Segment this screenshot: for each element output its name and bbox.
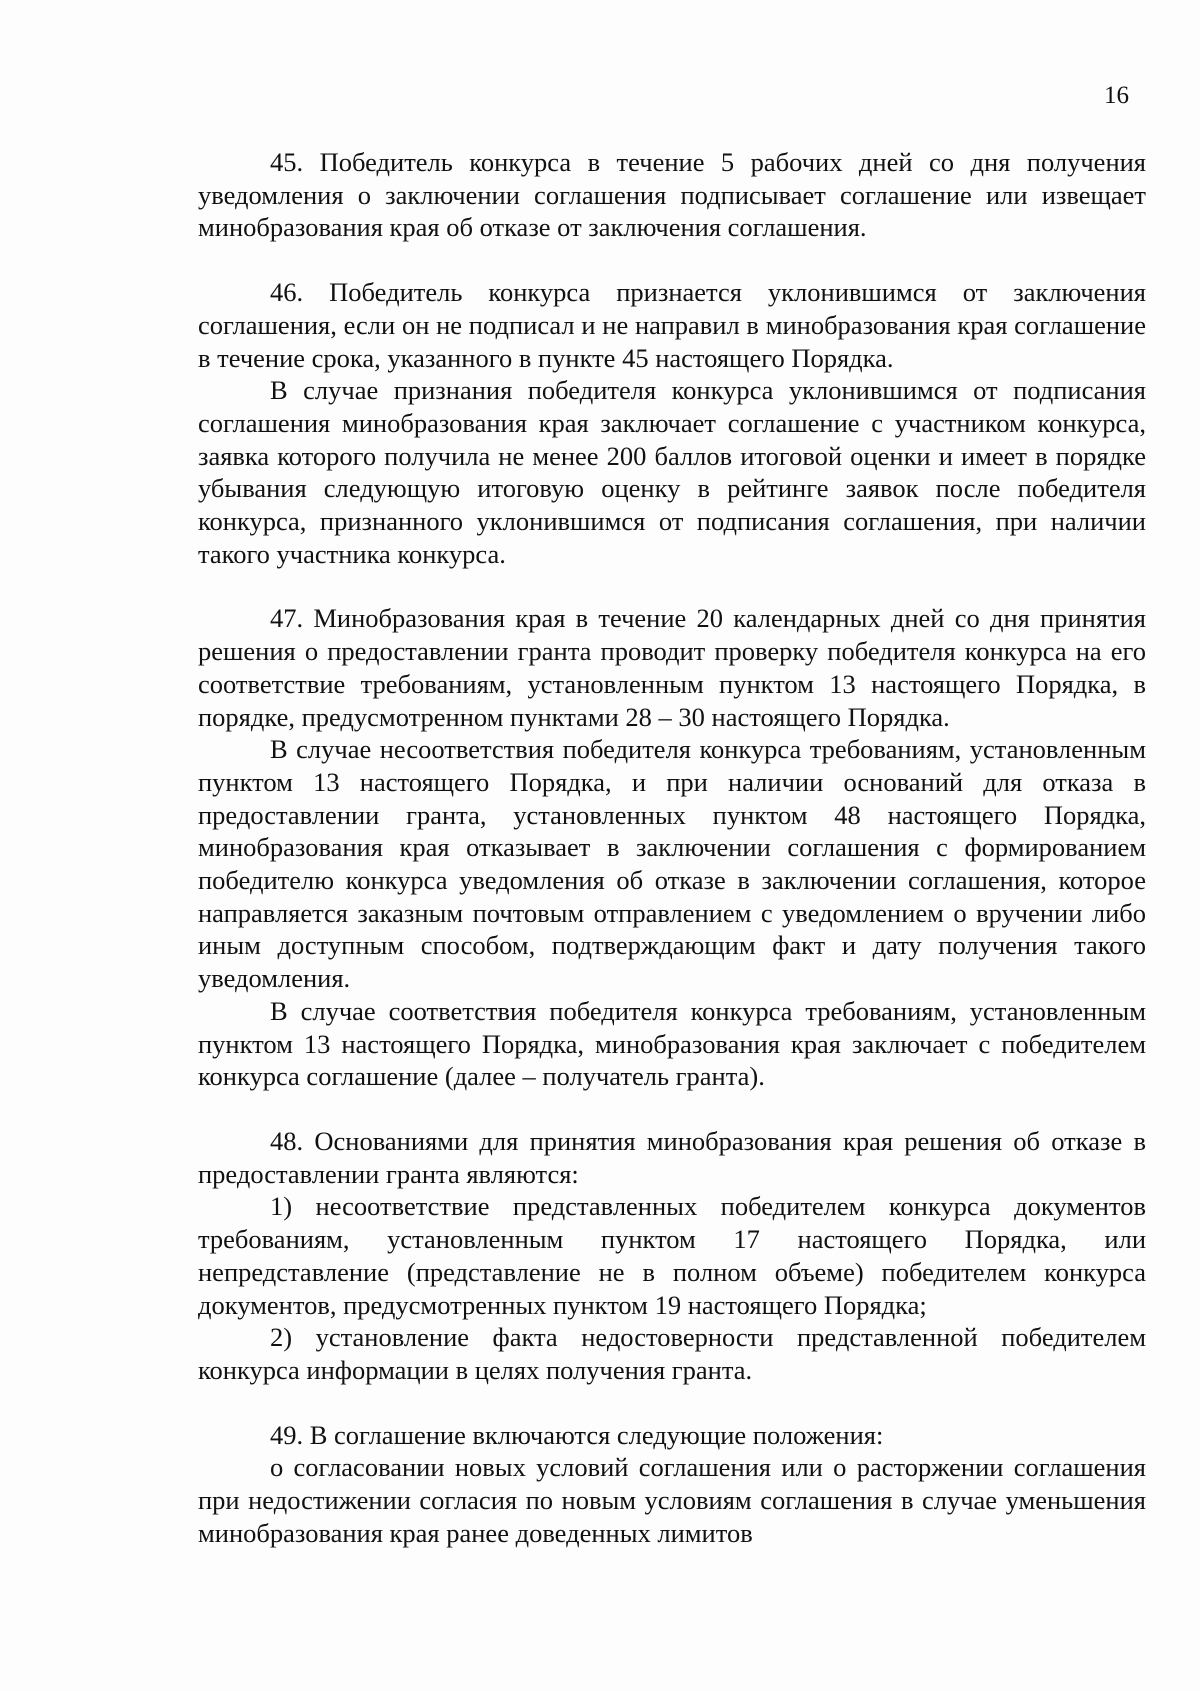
paragraph-48-item-1: 1) несоответствие представленных победителем конкурса документов требованиям, установленным пунктом 17 настоящего Порядка, или непредставление (представление не в полном объеме) победителем конкурса документов, предусмотренных пунктом 19 настоящего Порядка; [198,1191,1146,1320]
paragraph-47-nonconformity: В случае несоответствия победителя конкурса требованиям, установленным пунктом 13 настоящего Порядка, и при наличии оснований для отказа в предоставлении гранта, установленных пунктом 48 настоящего Порядка, минобразования края отказывает в заключении соглашения с формированием победителю конкурса уведомления об отказе в заключении соглашения, которое направляется заказным почтовым отправлением с уведомлением о вручении либо иным доступным способом, подтверждающим факт и дату получения такого уведомления. [198,734,1146,994]
paragraph-48: 48. Основаниями для принятия минобразования края решения об отказе в предоставлении гранта являются: [198,1125,1146,1189]
paragraph-45: 45. Победитель конкурса в течение 5 рабочих дней со дня получения уведомления о заключении соглашения подписывает соглашение или извещает минобразования края об отказе от заключения соглашения. [198,147,1146,243]
paragraph-49-provision: о согласовании новых условий соглашения или о расторжении соглашения при недостижении согласия по новым условиям соглашения в случае уменьшения минобразования края ранее доведенных лимитов [198,1452,1146,1548]
paragraph-48-item-2: 2) установление факта недостоверности представленной победителем конкурса информации в целях получения гранта. [198,1322,1146,1385]
document-body [198,146,1146,1549]
page-number: 16 [1104,82,1129,109]
paragraph-46-continuation: В случае признания победителя конкурса уклонившимся от подписания соглашения минобразования края заключает соглашение с участником конкурса, заявка которого получила не менее 200 баллов итоговой оценки и имеет в порядке убывания следующую итоговую оценку в рейтинге заявок после победителя конкурса, признанного уклонившимся от подписания соглашения, при наличии такого участника конкурса. [198,375,1146,569]
paragraph-49: 49. В соглашение включаются следующие положения: [270,1419,884,1450]
paragraph-47-conformity: В случае соответствия победителя конкурса требованиям, установленным пунктом 13 настоящего Порядка, минобразования края заключает с победителем конкурса соглашение (далее – получатель гранта). [198,995,1146,1092]
paragraph-46: 46. Победитель конкурса признается уклонившимся от заключения соглашения, если он не подписал и не направил в минобразования края соглашение в течение срока, указанного в пункте 45 настоящего Порядка. [198,277,1146,373]
paragraph-47: 47. Минобразования края в течение 20 календарных дней со дня принятия решения о предоставлении гранта проводит проверку победителя конкурса на его соответствие требованиям, установленным пунктом 13 настоящего Порядка, в порядке, предусмотренном пунктами 28 – 30 настоящего Порядка. [198,603,1146,732]
